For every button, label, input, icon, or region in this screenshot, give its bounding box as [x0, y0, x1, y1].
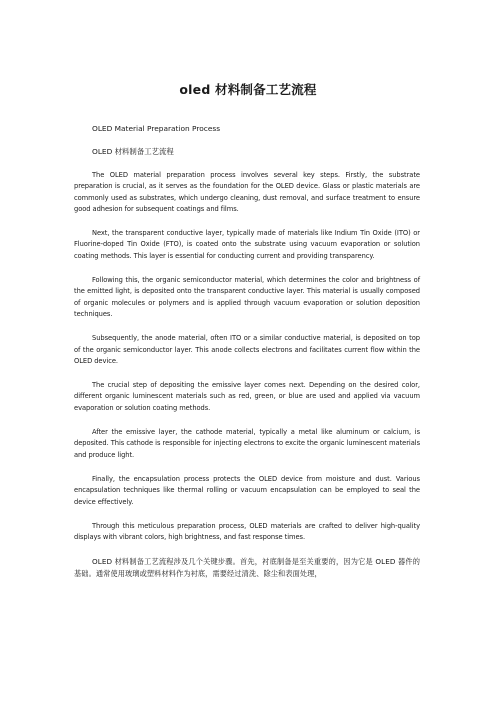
paragraph-emissive-layer: The crucial step of depositing the emissive layer comes next. Depending on the desired color, different organic luminescent materials such as red, green, or blue are used and applied via vacuum evaporation or solution coating methods.: [74, 381, 420, 412]
paragraph-encapsulation: Finally, the encapsulation process protects the OLED device from moisture and dust. Various encapsulation techniques like thermal rolling or vacuum encapsulation can be employed to seal the device effectively.: [74, 474, 420, 506]
document-title: oled 材料制备工艺流程: [179, 82, 317, 97]
paragraph-substrate: The OLED material preparation process involves several key steps. Firstly, the substrate preparation is crucial, as it serves as the foundation for the OLED device. Glass or plastic materials are commonly used as substrates, which undergo cleaning, dust removal, and surface treatment to ensure good adhesion for subsequent coatings and films.: [74, 171, 420, 213]
paragraph-conductive-layer: Next, the transparent conductive layer, typically made of materials like Indium Tin Oxide (ITO) or Fluorine-doped Tin Oxide (FTO), is coated onto the substrate using vacuum evaporation or solution coating methods. This layer is essential for conducting current and providing transparency.: [74, 229, 420, 260]
paragraph-chinese-intro: OLED 材料制备工艺流程涉及几个关键步骤。首先，衬底制备是至关重要的，因为它是 OLED 器件的基础。通常使用玻璃或塑料材料作为衬底，需要经过清洗、除尘和表面处理，: [74, 557, 420, 579]
paragraph-cathode: After the emissive layer, the cathode material, typically a metal like aluminum or calcium, is deposited. This cathode is responsible for injecting electrons to excite the organic luminescent materials and produce light.: [74, 428, 420, 459]
heading-chinese: OLED 材料制备工艺流程: [92, 147, 174, 156]
paragraph-anode: Subsequently, the anode material, often ITO or a similar conductive material, is deposited on top of the organic semiconductor layer. This anode collects electrons and facilitates current flow within the OLED device.: [74, 334, 420, 365]
document-body: [74, 124, 420, 593]
paragraph-organic-semiconductor: Following this, the organic semiconductor material, which determines the color and brightness of the emitted light, is deposited onto the transparent conductive layer. This material is usually composed of organic molecules or polymers and is applied through vacuum evaporation or solution deposition techniques.: [74, 276, 420, 318]
heading-english: OLED Material Preparation Process: [92, 124, 221, 133]
paragraph-conclusion: Through this meticulous preparation process, OLED materials are crafted to deliver high-quality displays with vibrant colors, high brightness, and fast response times.: [74, 521, 420, 542]
